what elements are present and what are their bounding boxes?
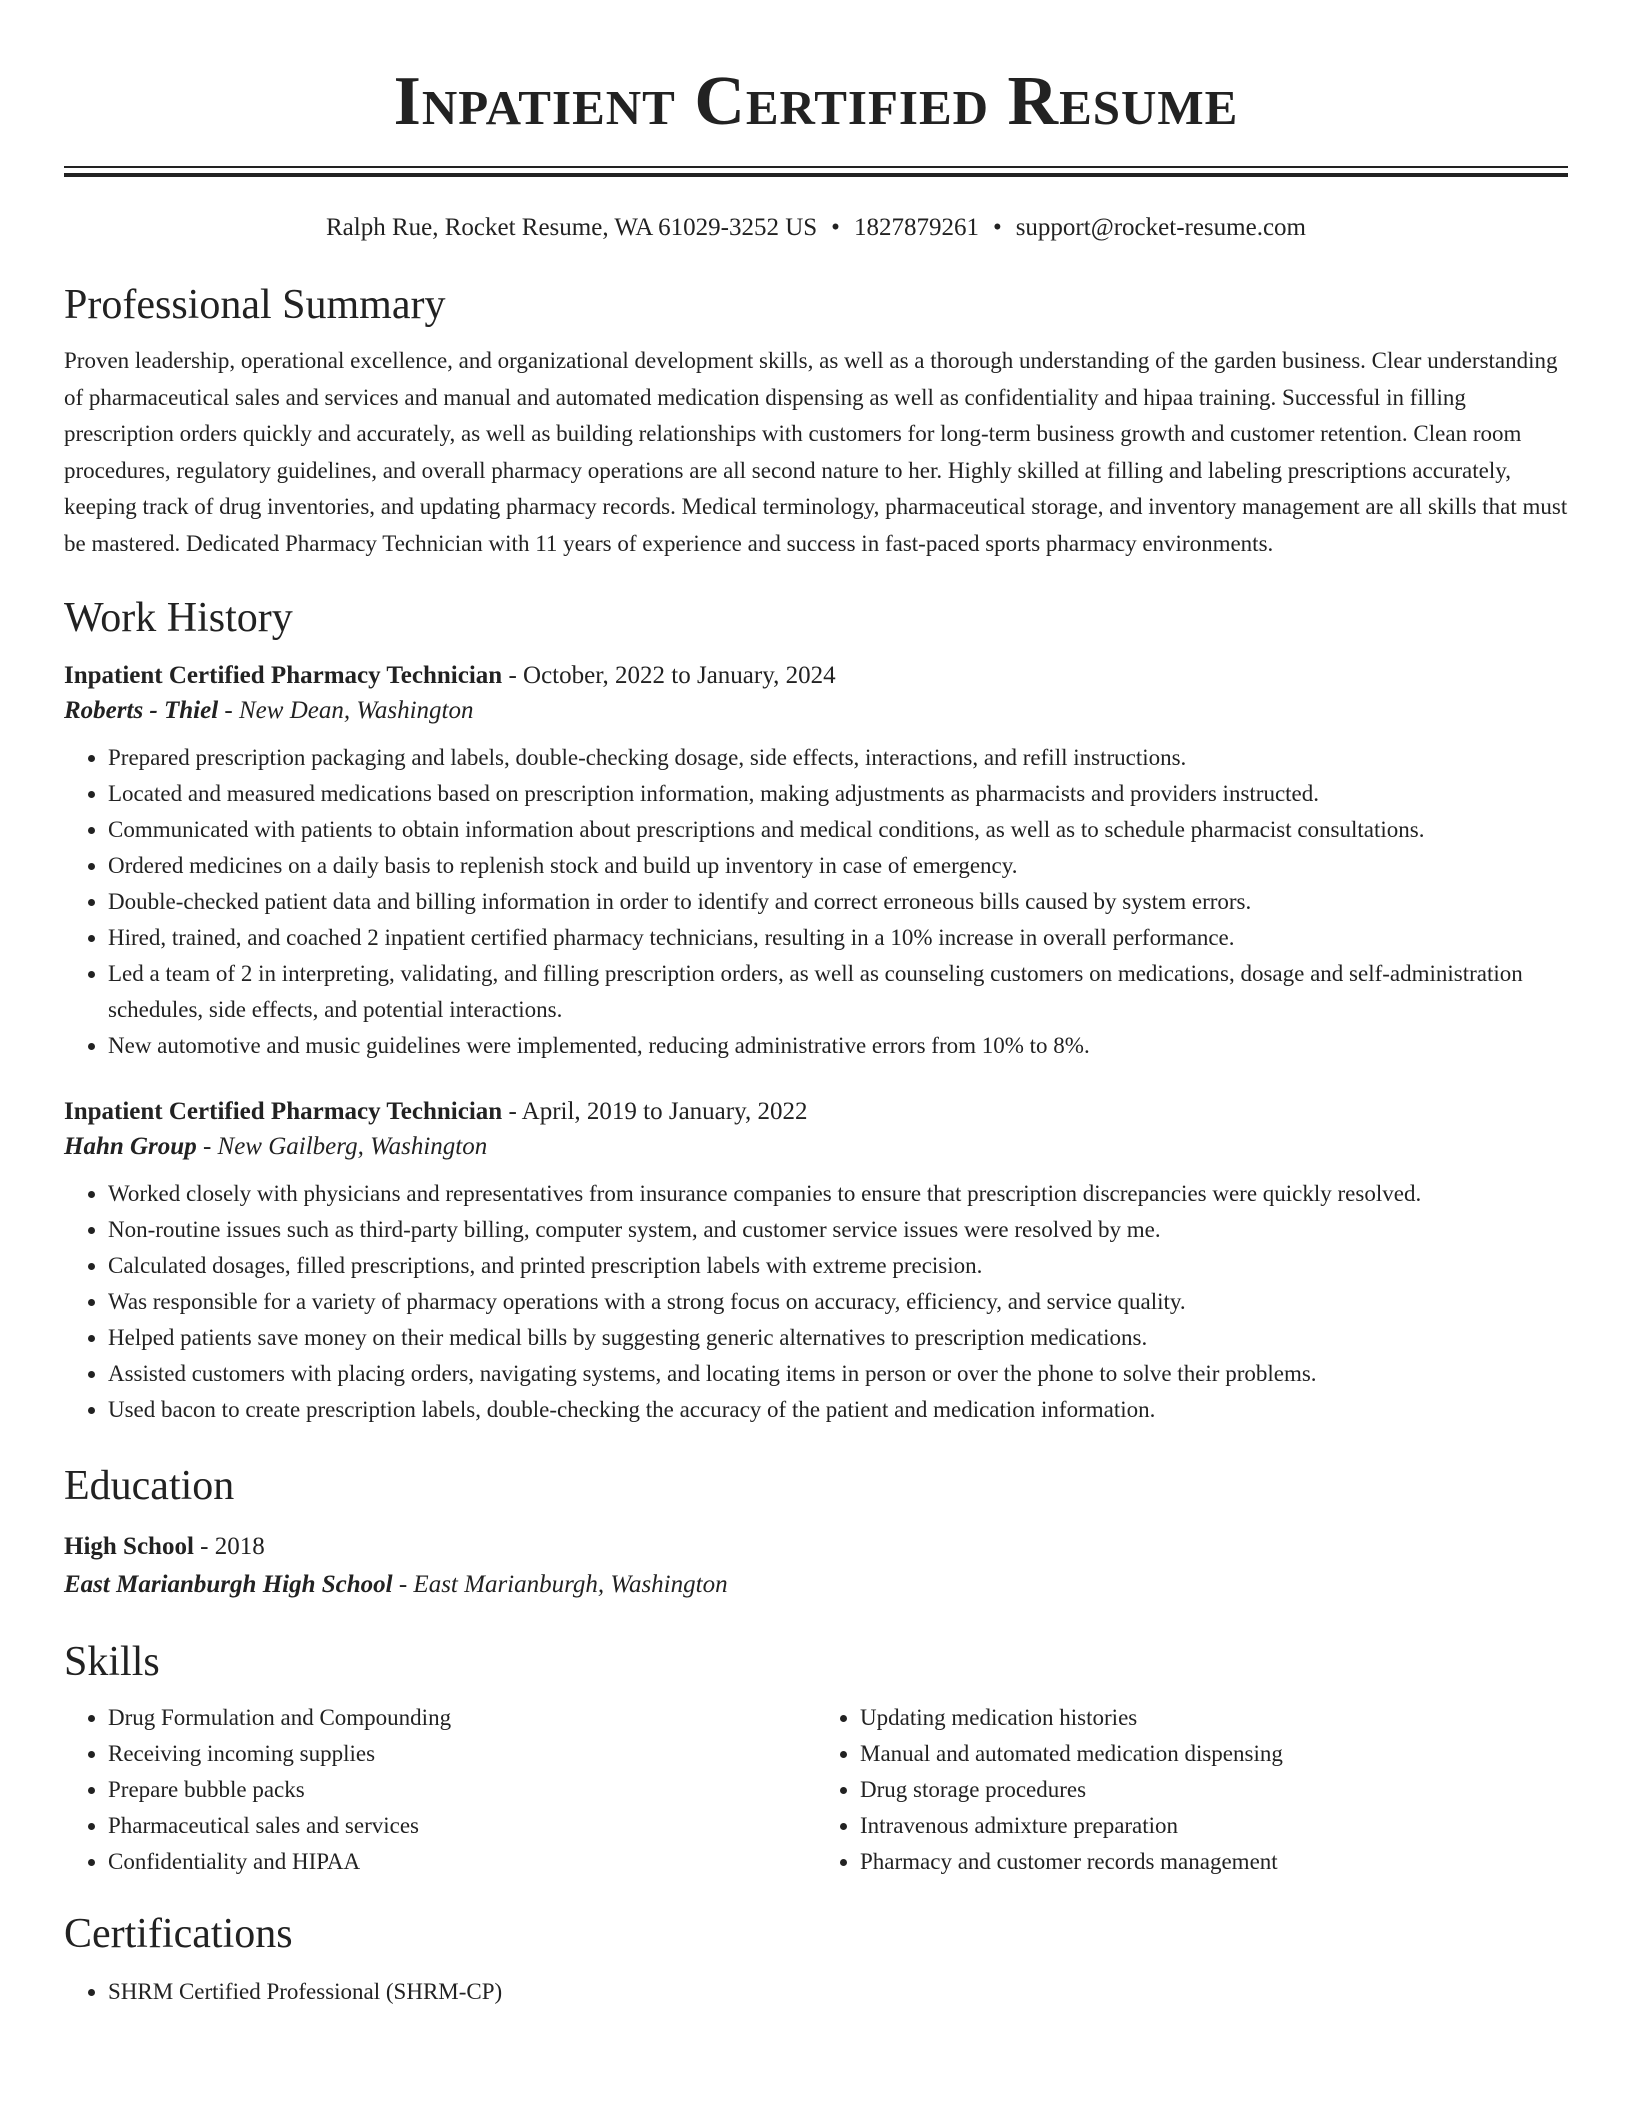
skills-grid bbox=[64, 1700, 1568, 1880]
skill-item: • Drug storage procedures bbox=[860, 1772, 1568, 1808]
employer-name: Hahn Group bbox=[64, 1133, 197, 1160]
job-bullet: • Led a team of 2 in interpreting, validating, and filling prescription orders, as well as counseling customers on medications, dosage and self-administration schedules, side effects, and potential interactions. bbox=[108, 956, 1568, 1028]
contact-phone: 1827879261 bbox=[853, 214, 979, 241]
certification-item: • SHRM Certified Professional (SHRM-CP) bbox=[108, 1974, 1568, 2010]
degree-line bbox=[64, 1528, 1568, 1566]
skills-column-right bbox=[816, 1700, 1568, 1880]
work-history-heading: Work History bbox=[64, 595, 293, 641]
skill-item: • Updating medication histories bbox=[860, 1700, 1568, 1736]
skill-item: • Intravenous admixture preparation bbox=[860, 1808, 1568, 1844]
job-title: Inpatient Certified Pharmacy Technician bbox=[64, 1098, 503, 1125]
skills-section bbox=[64, 1634, 1568, 1880]
job-title-line bbox=[64, 1094, 1568, 1130]
job-bullets bbox=[64, 1176, 1568, 1428]
job-bullet: • Located and measured medications based on prescription information, making adjustments as pharmacists and providers instructed. bbox=[108, 776, 1568, 812]
job-entry bbox=[64, 1094, 1568, 1428]
job-bullet: • Hired, trained, and coached 2 inpatient certified pharmacy technicians, resulting in a 10% increase in overall performance. bbox=[108, 920, 1568, 956]
job-bullet: • Worked closely with physicians and representatives from insurance companies to ensure that prescription discrepancies were quickly resolved. bbox=[108, 1176, 1568, 1212]
skill-item: • Manual and automated medication dispensing bbox=[860, 1736, 1568, 1772]
skill-item: • Drug Formulation and Compounding bbox=[108, 1700, 816, 1736]
job-bullet: • Communicated with patients to obtain information about prescriptions and medical conditions, as well as to schedule pharmacist consultations. bbox=[108, 812, 1568, 848]
skill-item: • Pharmacy and customer records management bbox=[860, 1844, 1568, 1880]
certification-list bbox=[64, 1974, 1568, 2010]
job-entry bbox=[64, 658, 1568, 1064]
job-title-line bbox=[64, 658, 1568, 694]
skill-item: • Confidentiality and HIPAA bbox=[108, 1844, 816, 1880]
job-dates: - October, 2022 to January, 2024 bbox=[502, 662, 836, 689]
summary-text: Proven leadership, operational excellence, and organizational development skills, as well as a thorough understanding of the garden business. Clear understanding of pharmaceutical sales and services and manual and automated medication dispensing as well as confidentiality and hipaa training. Successful in filling prescription orders quickly and accurately, as well as building relationships with customers for long-term business growth and customer retention. Clean room procedures, regulatory guidelines, and overall pharmacy operations are all second nature to her. Highly skilled at filling and labeling prescriptions accurately, keeping track of drug inventories, and updating pharmacy records. Medical terminology, pharmaceutical storage, and inventory management are all skills that must be mastered. Dedicated Pharmacy Technician with 11 years of experience and success in fast-paced sports pharmacy environments. bbox=[64, 348, 1568, 556]
summary-heading: Professional Summary bbox=[64, 282, 446, 328]
certifications-section bbox=[64, 1906, 1568, 2010]
job-bullet: • Helped patients save money on their medical bills by suggesting generic alternatives to prescription medications. bbox=[108, 1320, 1568, 1356]
school-location: - East Marianburgh, Washington bbox=[392, 1571, 728, 1598]
degree-year: - 2018 bbox=[193, 1533, 265, 1560]
education-heading: Education bbox=[64, 1463, 235, 1509]
job-bullet: • Was responsible for a variety of pharmacy operations with a strong focus on accuracy, efficiency, and service quality. bbox=[108, 1284, 1568, 1320]
employer-location: - New Gailberg, Washington bbox=[196, 1133, 488, 1160]
job-bullet: • Non-routine issues such as third-party billing, computer system, and customer service issues were resolved by me. bbox=[108, 1212, 1568, 1248]
job-bullet: • Ordered medicines on a daily basis to replenish stock and build up inventory in case of emergency. bbox=[108, 848, 1568, 884]
title-divider bbox=[64, 166, 1568, 177]
employer-location: - New Dean, Washington bbox=[218, 697, 474, 724]
job-bullet: • Assisted customers with placing orders, navigating systems, and locating items in person or over the phone to solve their problems. bbox=[108, 1356, 1568, 1392]
degree-name: High School bbox=[64, 1533, 194, 1560]
school-name: East Marianburgh High School bbox=[64, 1571, 393, 1598]
skill-item: • Pharmaceutical sales and services bbox=[108, 1808, 816, 1844]
job-bullet: • Used bacon to create prescription labels, double-checking the accuracy of the patient and medication information. bbox=[108, 1392, 1568, 1428]
job-bullet: • Double-checked patient data and billing information in order to identify and correct erroneous bills caused by system errors. bbox=[108, 884, 1568, 920]
contact-address: Ralph Rue, Rocket Resume, WA 61029-3252 US bbox=[325, 214, 818, 241]
skill-item: • Receiving incoming supplies bbox=[108, 1736, 816, 1772]
contact-separator: • bbox=[831, 214, 840, 241]
employer-line bbox=[64, 694, 1568, 728]
employer-name: Roberts - Thiel bbox=[64, 697, 219, 724]
job-bullets bbox=[64, 740, 1568, 1064]
resume-title: Inpatient Certified Resume bbox=[393, 63, 1239, 140]
skills-heading: Skills bbox=[64, 1639, 160, 1685]
skill-item: • Prepare bubble packs bbox=[108, 1772, 816, 1808]
contact-separator: • bbox=[992, 214, 1002, 241]
summary-section bbox=[64, 277, 1568, 562]
job-bullet: • New automotive and music guidelines were implemented, reducing administrative errors from 10% to 8%. bbox=[108, 1028, 1568, 1064]
job-bullet: • Prepared prescription packaging and labels, double-checking dosage, side effects, interactions, and refill instructions. bbox=[108, 740, 1568, 776]
education-section bbox=[64, 1458, 1568, 1604]
employer-line bbox=[64, 1130, 1568, 1164]
contact-email: support@rocket-resume.com bbox=[1015, 214, 1306, 241]
certifications-heading: Certifications bbox=[64, 1911, 293, 1957]
job-bullet: • Calculated dosages, filled prescriptions, and printed prescription labels with extreme precision. bbox=[108, 1248, 1568, 1284]
job-dates: - April, 2019 to January, 2022 bbox=[502, 1098, 808, 1125]
skills-column-left bbox=[64, 1700, 816, 1880]
job-title: Inpatient Certified Pharmacy Technician bbox=[64, 662, 503, 689]
school-line bbox=[64, 1566, 1568, 1604]
contact-line bbox=[64, 211, 1568, 245]
work-history-section bbox=[64, 590, 1568, 1428]
